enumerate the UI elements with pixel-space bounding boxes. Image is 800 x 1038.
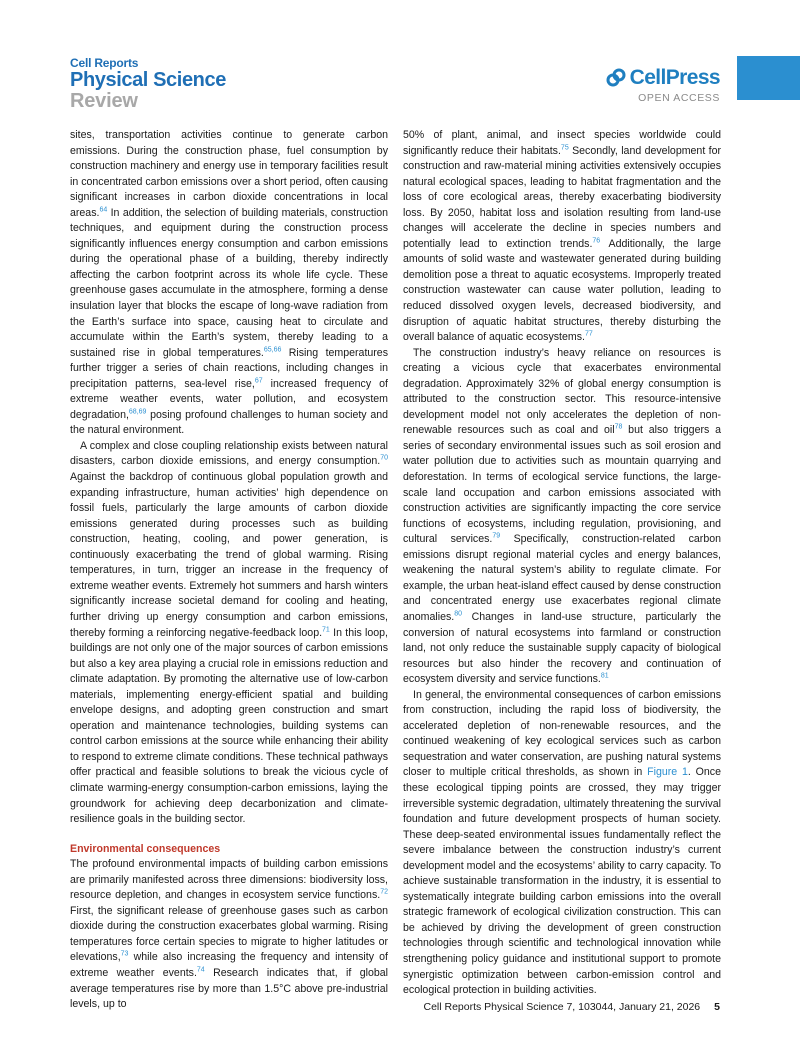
publisher-logo bbox=[606, 66, 720, 90]
page-number: 5 bbox=[714, 1001, 720, 1013]
page-footer bbox=[423, 1001, 720, 1013]
text-run: Against the backdrop of continuous global population growth and expanding infrastructure, human activities’ high dependence on fossil fuels, particularly the large amounts of carbon dioxide emissions generated during processes such as building construction, heating, cooling, and power generation, is continuously exacerbating the trend of global warming. Rising temperatures, in turn, trigger an increase in the frequency of extreme weather events. Extremely hot summers and harsh winters significantly increase societal demand for cooling and heating, further driving up energy consumption and carbon emissions, thereby forming a reinforcing negative-feedback loop. bbox=[70, 471, 388, 639]
cellpress-logo-icon bbox=[606, 68, 626, 88]
publisher-name: CellPress bbox=[629, 66, 720, 89]
citation-ref[interactable]: 65,66 bbox=[263, 346, 282, 354]
text-run: In this loop, buildings are not only one of the major sources of carbon emissions but also a key area playing a crucial role in emissions reduction and climate adaptation. By promoting the alternative use of low-carbon materials, implementing energy-efficient spatial and building envelope designs, and adopting green construction and smart operation and maintenance technologies, building systems can control carbon emissions at the source while enhancing their ability to respond to extreme climate conditions. These technical pathways offer practical and feasible solutions to break the vicious cycle of climate warming-energy consumption-carbon emissions, laying the groundwork for achieving deep decarbonization and climate-resilience goals in the building sector. bbox=[70, 626, 388, 826]
paragraph bbox=[403, 688, 721, 999]
citation-ref[interactable]: 68,69 bbox=[128, 408, 147, 416]
journal-name-line2: Physical Science bbox=[70, 69, 226, 91]
text-run: sites, transportation activities continue to generate carbon emissions. During the construction phase, fuel consumption by construction machinery and energy use in temporary facilities result in concentrated carbon emissions over a short period, often causing significant increases in carbon dioxide concentrations in local areas. bbox=[70, 129, 388, 219]
right-column bbox=[403, 128, 721, 999]
text-run: The profound environmental impacts of building carbon emissions are primarily manifested across three dimensions: biodiversity loss, resource depletion, and changes in ecosystem service functions. bbox=[70, 858, 388, 902]
citation-ref[interactable]: 67 bbox=[254, 377, 263, 385]
text-run: Additionally, the large amounts of solid waste and wastewater generated during building demolition pose a threat to aquatic ecosystems. Improperly treated construction wastewater can cause water pollution, leading to reduced dissolved oxygen levels, decreased biodiversity, and disruption of aquatic habitat structures, thereby disturbing the overall balance of aquatic ecosystems. bbox=[403, 237, 722, 344]
open-access-label: OPEN ACCESS bbox=[638, 92, 720, 104]
citation-ref[interactable]: 70 bbox=[380, 454, 388, 462]
article-type: Review bbox=[70, 90, 138, 112]
text-run: Secondly, land development for construction and raw-material mining activities extensively occupies natural ecological spaces, leading to habitat fragmentation and the loss of core ecological areas, thereby exacerbating biodiversity loss. By 2050, habitat loss and isolation resulting from land-use changes will accelerate the decline in species numbers and potentially lead to extinction trends. bbox=[403, 144, 721, 250]
citation-ref[interactable]: 78 bbox=[614, 423, 623, 431]
citation-ref[interactable]: 73 bbox=[120, 950, 129, 958]
text-run: while also increasing the frequency and intensity of extreme weather events. bbox=[70, 951, 388, 979]
journal-name-line1: Cell Reports bbox=[70, 56, 139, 70]
paragraph bbox=[403, 128, 721, 346]
text-run: increased frequency of extreme weather events, water pollution, and ecosystem degradation, bbox=[70, 377, 388, 421]
citation-ref[interactable]: 76 bbox=[592, 237, 601, 245]
paragraph bbox=[70, 857, 388, 1012]
citation-ref[interactable]: 64 bbox=[99, 206, 108, 214]
paragraph bbox=[70, 439, 388, 828]
citation-ref[interactable]: 77 bbox=[584, 330, 593, 338]
text-run: Changes in land-use structure, particularly the conversion of natural ecosystems into farmland or construction land, not only reduce the sustainable supply capacity of biological resources but also hinder the recovery and continuation of ecosystem diversity and service functions. bbox=[403, 610, 721, 686]
edge-tab bbox=[737, 56, 800, 100]
citation-ref[interactable]: 72 bbox=[380, 888, 388, 896]
text-run: 50% of plant, animal, and insect species worldwide could significantly reduce their habitats. bbox=[403, 129, 721, 157]
text-run: In addition, the selection of building materials, construction techniques, and equipment during the construction process significantly influences energy consumption and carbon emissions during the operational phase of a building, thereby indirectly affecting the carbon footprint across its whole life cycle. These greenhouse gases accumulate in the atmosphere, forming a dense insulation layer that blocks the escape of long-wave radiation from the Earth’s surface into space, causing heat to circulate and accumulate within the Earth’s system, thereby leading to a sustained rise in global temperatures. bbox=[70, 206, 388, 359]
text-run: First, the significant release of greenhouse gases such as carbon dioxide during the construction exacerbates global warming. Rising temperatures force certain species to migrate to higher latitudes or elevations, bbox=[70, 904, 388, 964]
citation-ref[interactable]: 74 bbox=[196, 966, 205, 974]
paragraph bbox=[403, 346, 721, 688]
paragraph bbox=[70, 128, 388, 439]
text-run: A complex and close coupling relationship exists between natural disasters, carbon dioxide emissions, and energy consumption. bbox=[70, 439, 388, 468]
text-run: but also triggers a series of secondary environmental issues such as soil erosion and water pollution due to activities such as mountain quarrying and deforestation. In terms of ecological service functions, the large-scale land occupation and carbon emissions associated with construction activities are significantly impacting the core service functions of ecosystems, including regulation, provisioning, and cultural services. bbox=[403, 424, 721, 546]
text-run: posing profound challenges to human society and the natural environment. bbox=[70, 408, 388, 437]
footer-citation: Cell Reports Physical Science 7, 103044, January 21, 2026 bbox=[423, 1001, 701, 1013]
text-run: Rising temperatures further trigger a series of chain reactions, including changes in precipitation patterns, sea-level rise, bbox=[70, 346, 388, 390]
citation-ref[interactable]: 80 bbox=[454, 610, 463, 618]
left-column bbox=[70, 128, 388, 1013]
text-run: Specifically, construction-related carbon emissions disrupt regional material cycles and energy balances, weakening the natural system’s ability to regulate climate. For example, the urban heat-island effect caused by dense construction and concentrated energy use exacerbates regional climate anomalies. bbox=[403, 533, 722, 623]
citation-ref[interactable]: 79 bbox=[492, 532, 501, 540]
text-run: In general, the environmental consequences of carbon emissions from construction, including the rapid loss of biodiversity, the accelerated depletion of non-renewable resources, and the continued weakening of key ecological services such as carbon sequestration and water conservation, are pushing natural systems closer to multiple critical thresholds, as shown in bbox=[403, 688, 721, 779]
figure-link[interactable]: Figure 1 bbox=[647, 766, 688, 779]
text-run: . Once these ecological tipping points are crossed, they may trigger irreversible systemic degradation, ultimately threatening the survival foundation and future development prospects of human society. These deep-seated environmental issues fundamentally reflect the severe imbalance between the construction industry’s current development model and the ecosystems’ ability to carry capacity. To achieve sustainable transformation in the industry, it is essential to systematically integrate building carbon emissions into the overall strategic framework of ecological civilization construction. This can be achieved by driving the development of green construction technologies through scientific and technological innovation while strengthening policy guidance and institutional support to promote synergistic optimization between carbon-emission control and ecological protection in building activities. bbox=[403, 766, 721, 997]
text-run: Research indicates that, if global average temperatures rise by more than 1.5°C above pre-industrial levels, up to bbox=[70, 966, 388, 1011]
section-heading: Environmental consequences bbox=[70, 842, 221, 855]
journal-title bbox=[70, 57, 226, 111]
citation-ref[interactable]: 81 bbox=[600, 672, 609, 680]
publisher-brand bbox=[606, 66, 720, 104]
text-run: The construction industry’s heavy reliance on resources is creating a vicious cycle that exacerbates environmental degradation. Approximately 32% of global energy consumption is attributed to the construction sector. This resource-intensive development model not only accelerates the depletion of non-renewable resources such as coal and oil bbox=[403, 346, 721, 437]
citation-ref[interactable]: 71 bbox=[322, 625, 330, 633]
citation-ref[interactable]: 75 bbox=[560, 144, 569, 152]
